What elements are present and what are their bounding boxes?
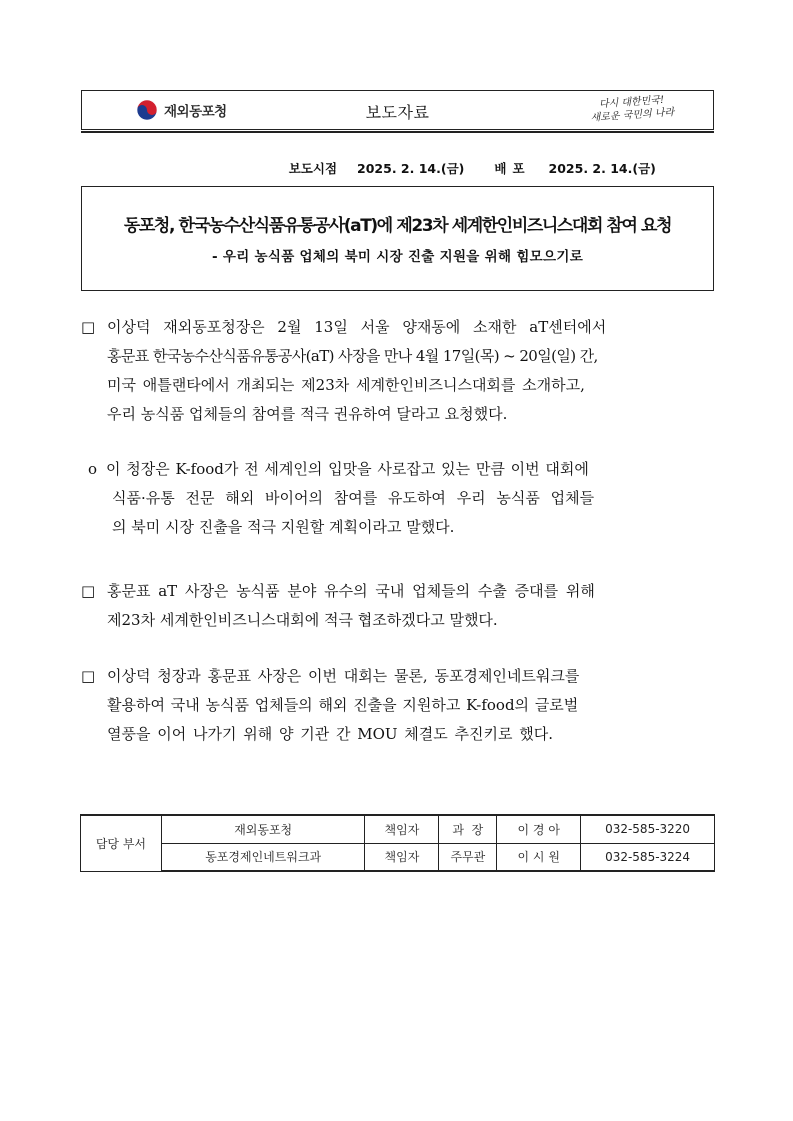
title-cell: 과 장 (439, 815, 497, 843)
contact-table (80, 814, 715, 872)
paragraph-1-line-4: 우리 농식품 업체들의 참여를 적극 권유하여 달라고 요청했다. (107, 405, 508, 423)
paragraph-2-line-1: 이 청장은 K-food가 전 세계인의 입맛을 사로잡고 있는 만큼 이번 대회에 (106, 460, 589, 478)
paragraph-2-line-2: 식품·유통 전문 해외 바이어의 참여를 유도하여 우리 농식품 업체들 (112, 489, 595, 507)
role-cell: 책임자 (365, 843, 439, 871)
org-cell: 재외동포청 (161, 815, 365, 843)
title-box (81, 186, 714, 291)
report-time-label: 보도시점 (288, 161, 338, 176)
header-box (81, 90, 714, 130)
subheadline: - 우리 농식품 업체의 북미 시장 진출 지원을 위해 힘모으기로 (211, 249, 584, 265)
table-row (81, 843, 715, 871)
phone-cell: 032-585-3224 (581, 843, 715, 871)
release-info (280, 144, 700, 177)
paragraph-3-line-1: 홍문표 aT 사장은 농식품 분야 유수의 국내 업체들의 수출 증대를 위해 (107, 582, 595, 600)
paragraph-4-line-1: 이상덕 청장과 홍문표 사장은 이번 대회는 물론, 동포경제인네트워크를 (107, 667, 580, 685)
distribution-label: 배포 (494, 161, 531, 176)
paragraph-1-line-3: 미국 애틀랜타에서 개최되는 제23차 세계한인비즈니스대회를 소개하고, (107, 376, 585, 394)
paragraph-3 (81, 577, 715, 635)
paragraph-4-line-3: 열풍을 이어 나가기 위해 양 기관 간 MOU 체결도 추진키로 했다. (107, 725, 554, 743)
phone-cell: 032-585-3220 (581, 815, 715, 843)
box-bullet-icon: □ (81, 667, 96, 685)
report-time-value: 2025. 2. 14.(금) (357, 161, 465, 176)
paragraph-4-line-2: 활용하여 국내 농식품 업체들의 해외 진출을 지원하고 K-food의 글로벌 (107, 696, 579, 714)
paragraph-1 (81, 313, 715, 429)
circle-bullet-icon: o (88, 460, 98, 478)
box-bullet-icon: □ (81, 582, 96, 600)
dept-label-cell: 담당 부서 (81, 815, 162, 871)
header-double-rule (81, 131, 714, 133)
distribution-value: 2025. 2. 14.(금) (548, 161, 656, 176)
name-cell: 이 시 원 (497, 843, 581, 871)
org-name: 재외동포청 (164, 104, 227, 120)
paragraph-4 (81, 662, 715, 749)
slogan-line-2: 새로운 국민의 나라 (590, 107, 675, 124)
table-row (81, 815, 715, 843)
paragraph-2-line-3: 의 북미 시장 진출을 적극 지원할 계획이라고 말했다. (112, 518, 455, 536)
headline: 동포청, 한국농수산식품유통공사(aT)에 제23차 세계한인비즈니스대회 참여 요청 (123, 216, 672, 236)
role-cell: 책임자 (365, 815, 439, 843)
paragraph-3-line-2: 제23차 세계한인비즈니스대회에 적극 협조하겠다고 말했다. (107, 611, 498, 629)
paragraph-1-line-1: 이상덕 재외동포청장은 2월 13일 서울 양재동에 소재한 aT센터에서 (107, 318, 607, 336)
division-cell: 동포경제인네트워크과 (161, 843, 365, 871)
title-cell: 주무관 (439, 843, 497, 871)
paragraph-2 (84, 455, 715, 542)
box-bullet-icon: □ (81, 318, 96, 336)
paragraph-1-line-2: 홍문표 한국농수산식품유통공사(aT) 사장을 만나 4월 17일(목) ~ 20일(일) 간, (107, 347, 598, 365)
name-cell: 이 경 아 (497, 815, 581, 843)
press-release-label: 보도자료 (365, 103, 430, 122)
slogan-line-1: 다시 대한민국! (598, 94, 665, 111)
